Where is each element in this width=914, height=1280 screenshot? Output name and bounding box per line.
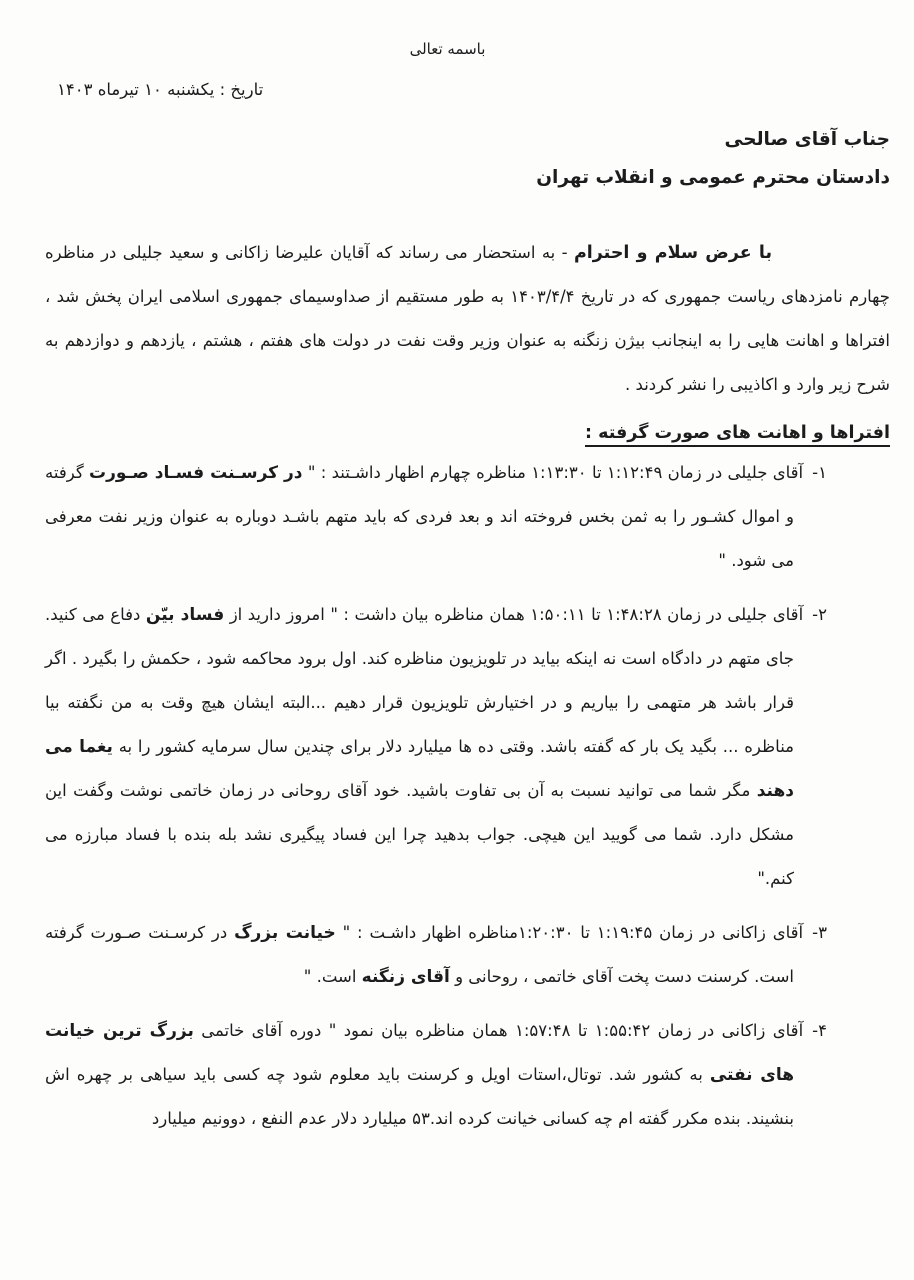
item-number: ۱- (812, 463, 827, 482)
defamation-items (45, 451, 890, 1141)
list-item (45, 451, 827, 583)
item-text: است. " (303, 967, 362, 986)
bold-quote-text: یغما می دهند (45, 737, 794, 801)
item-number: ۳- (812, 923, 827, 942)
bold-quote-text: آقای زنگنه (361, 967, 450, 987)
intro-body-text: - به استحضار می رساند که آقایان علیرضا زاکانی و سعید جلیلی در مناظره چهارم نامزدهای ریاست جمهوری که در تاریخ ۱۴۰۳/۴/۴ به طور مستقیم از صداوسیمای جمهوری اسلامی ایران پخش شد ، افتراها و اهانت هایی را به اینجانب بیژن زنگنه به عنوان وزیر وقت نفت در دولت های هفتم ، هشتم ، یازدهم و دوازدهم به شرح زیر وارد و اکاذیبی را نشر کردند . (45, 243, 890, 394)
item-text: آقای جلیلی در زمان ۱:۱۲:۴۹ تا ۱:۱۳:۳۰ مناظره چهارم اظهار داشـتند : " (302, 463, 804, 482)
salutation-text: با عرض سلام و احترام (573, 243, 773, 263)
item-number: ۲- (812, 605, 828, 624)
item-text: مگر شما می توانید نسبت به آن بی تفاوت باشید. خود آقای روحانی در زمان خاتمی نوشت وگفت این مشکل دارد. شما می گویید این هیچی. جواب بدهید چرا این فساد پیگیری نشد بله بنده با فساد مبارزه می کنم." (45, 781, 794, 888)
item-text: گرفته و اموال کشـور را به ثمن بخس فروخته اند و بعد فردی که باید متهم باشـد دوباره به عنوان وزیر نفت معرفی می شود. " (45, 463, 794, 570)
item-text: دفاع می کنید. جای متهم در دادگاه است نه اینکه بیاید در تلویزیون مناظره کند. اول برود محاکمه شود ، حکمش را بگیرد . اگر قرار باشد هر متهمی را بیاریم و در اختیارش تلویزیون قرار دهیم ...البته ایشان هیچ وقت به من نگفته بیا مناظره ... بگید یک بار که گفته باشد. وقتی ده ها میلیارد دلار برای چندین سال سرمایه کشور را به (45, 605, 795, 756)
list-item (45, 1009, 827, 1141)
item-text: آقای جلیلی در زمان ۱:۴۸:۲۸ تا ۱:۵۰:۱۱ همان مناظره بیان داشت : " امروز دارید از (224, 605, 804, 624)
section-heading: افتراها و اهانت های صورت گرفته : (585, 423, 890, 443)
intro-paragraph (45, 231, 890, 407)
date-line: تاریخ : یکشنبه ۱۰ تیرماه ۱۴۰۳ (57, 80, 264, 99)
bismillah-line: باسمه تعالی (409, 40, 486, 58)
list-item (45, 911, 827, 999)
bold-quote-text: فساد بیّن (145, 605, 225, 625)
list-item (45, 593, 828, 901)
item-text: در کرسـنت صـورت گرفته است. کرسنت دست پخت آقای خاتمی ، روحانی و (45, 923, 794, 986)
item-text: به کشور شد. توتال،استات اویل و کرسنت باید معلوم شود چه کسی باید سیاهی بر چهره اش بنشیند. بنده مکرر گفته ام چه کسانی خیانت کرده اند.۵۳ میلیارد دلار عدم النفع ، دوونیم میلیارد (45, 1065, 794, 1128)
addressee-title: دادستان محترم عمومی و انقلاب تهران (536, 167, 890, 188)
addressee-name: جناب آقای صالحی (724, 129, 890, 150)
item-number: ۴- (812, 1021, 827, 1040)
item-text: آقای زاکانی در زمان ۱:۵۵:۴۲ تا ۱:۵۷:۴۸ همان مناظره بیان نمود " دوره آقای خاتمی (193, 1021, 804, 1040)
addressee-block (45, 121, 890, 197)
bold-quote-text: در کرسـنت فسـاد صـورت (89, 463, 303, 483)
item-text: آقای زاکانی در زمان ۱:۱۹:۴۵ تا ۱:۲۰:۳۰مناظره اظهار داشـت : " (335, 923, 804, 942)
bold-quote-text: بزرگ ترین خیانت های نفتی (45, 1021, 794, 1085)
bold-quote-text: خیانت بزرگ (234, 923, 336, 943)
